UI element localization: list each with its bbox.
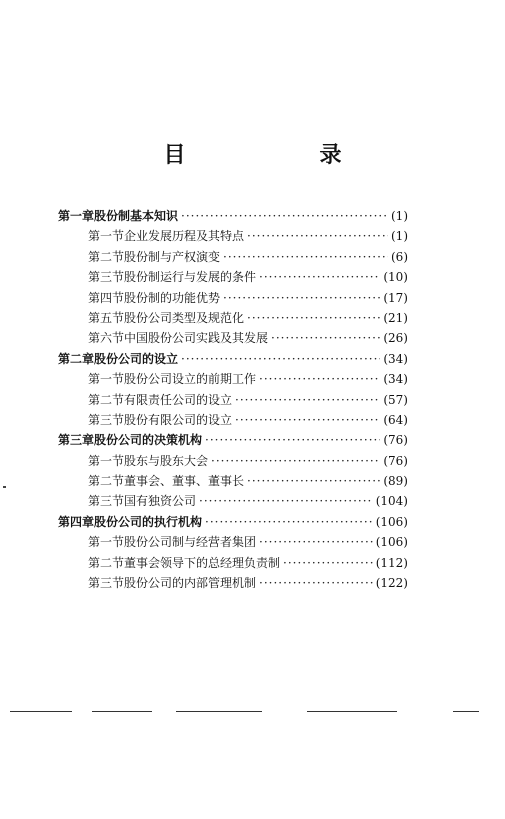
dot-leader [247, 226, 388, 246]
section-number: 第二节 [88, 392, 125, 407]
toc-section [58, 247, 408, 267]
page-number: (76) [383, 433, 408, 448]
page-number: (34) [383, 372, 408, 387]
chapter-title: 股份公司的设立 [94, 351, 179, 366]
dot-leader [259, 267, 380, 287]
dot-leader [259, 369, 380, 389]
toc-chapter [58, 430, 408, 450]
page-number: (76) [383, 453, 408, 468]
section-number: 第三节 [88, 576, 125, 591]
page-title: 目 录 [163, 142, 398, 168]
page-number: (10) [383, 270, 408, 285]
section-number: 第一节 [88, 453, 125, 468]
toc-section [58, 288, 408, 308]
page-number: (112) [375, 555, 408, 570]
section-title: 股份公司的内部管理机制 [124, 576, 257, 591]
toc-section [58, 471, 408, 491]
dot-leader [181, 349, 380, 369]
scan-line [92, 711, 152, 712]
section-title: 股份公司类型及规范化 [124, 310, 245, 325]
page-number: (89) [383, 474, 408, 489]
dot-leader [205, 512, 373, 532]
page-number: (6) [391, 249, 408, 264]
chapter-title: 股份公司的执行机构 [94, 514, 203, 529]
dot-leader [271, 328, 380, 348]
page-number: (106) [375, 535, 408, 550]
section-title: 国有独资公司 [124, 494, 197, 509]
dot-leader [259, 573, 373, 593]
scan-line [453, 711, 479, 712]
section-title: 股份制的功能优势 [124, 290, 221, 305]
page-number: (1) [391, 229, 408, 244]
chapter-number: 第四章 [58, 514, 95, 529]
section-title: 企业发展历程及其特点 [124, 229, 245, 244]
page-number: (64) [383, 412, 408, 427]
section-title: 董事会领导下的总经理负责制 [124, 555, 281, 570]
section-number: 第一节 [88, 229, 125, 244]
toc-section [58, 328, 408, 348]
toc-section [58, 226, 408, 246]
toc-section [58, 390, 408, 410]
section-number: 第二节 [88, 249, 125, 264]
dot-leader [181, 206, 388, 226]
toc-chapter [58, 349, 408, 369]
section-title: 股东与股东大会 [124, 453, 209, 468]
section-title: 股份公司设立的前期工作 [124, 372, 257, 387]
section-title: 股份制运行与发展的条件 [124, 270, 257, 285]
section-title: 股份有限公司的设立 [124, 412, 233, 427]
toc-chapter [58, 206, 408, 226]
page-number: (1) [391, 209, 408, 223]
section-number: 第三节 [88, 270, 125, 285]
chapter-number: 第一章 [58, 209, 95, 223]
dot-leader [223, 288, 380, 308]
toc-section [58, 369, 408, 389]
section-number: 第三节 [88, 412, 125, 427]
table-of-contents [58, 206, 408, 593]
toc-section [58, 267, 408, 287]
section-number: 第二节 [88, 474, 125, 489]
dot-leader [259, 532, 373, 552]
chapter-number: 第三章 [58, 433, 95, 448]
toc-section [58, 308, 408, 328]
scan-line [176, 711, 262, 712]
page-number: (57) [383, 392, 408, 407]
section-title: 股份公司制与经营者集团 [124, 535, 257, 550]
scan-mark [3, 486, 6, 488]
chapter-title: 股份公司的决策机构 [94, 433, 203, 448]
section-number: 第二节 [88, 555, 125, 570]
dot-leader [199, 491, 373, 511]
page-number: (17) [383, 290, 408, 305]
page-number: (21) [383, 310, 408, 325]
dot-leader [205, 430, 380, 450]
section-title: 有限责任公司的设立 [124, 392, 233, 407]
section-title: 中国股份公司实践及其发展 [124, 331, 269, 346]
section-number: 第一节 [88, 535, 125, 550]
page-number: (26) [383, 331, 408, 346]
page-number: (106) [375, 514, 408, 529]
page-number: (122) [375, 576, 408, 591]
toc-section [58, 410, 408, 430]
toc-section [58, 451, 408, 471]
scan-line [10, 711, 72, 712]
toc-section [58, 491, 408, 511]
chapter-title: 股份制基本知识 [94, 209, 179, 223]
section-title: 股份制与产权演变 [124, 249, 221, 264]
toc-section [58, 573, 408, 593]
toc-section [58, 553, 408, 573]
section-title: 董事会、董事、董事长 [124, 474, 245, 489]
section-number: 第四节 [88, 290, 125, 305]
dot-leader [235, 390, 380, 410]
toc-section [58, 532, 408, 552]
scan-line [307, 711, 397, 712]
toc-chapter [58, 512, 408, 532]
dot-leader [283, 553, 373, 573]
chapter-number: 第二章 [58, 351, 95, 366]
dot-leader [211, 451, 380, 471]
dot-leader [247, 308, 380, 328]
dot-leader [235, 410, 380, 430]
section-number: 第五节 [88, 310, 125, 325]
dot-leader [223, 247, 388, 267]
section-number: 第六节 [88, 331, 125, 346]
page-number: (34) [383, 351, 408, 366]
dot-leader [247, 471, 380, 491]
section-number: 第三节 [88, 494, 125, 509]
page-number: (104) [375, 494, 408, 509]
section-number: 第一节 [88, 372, 125, 387]
